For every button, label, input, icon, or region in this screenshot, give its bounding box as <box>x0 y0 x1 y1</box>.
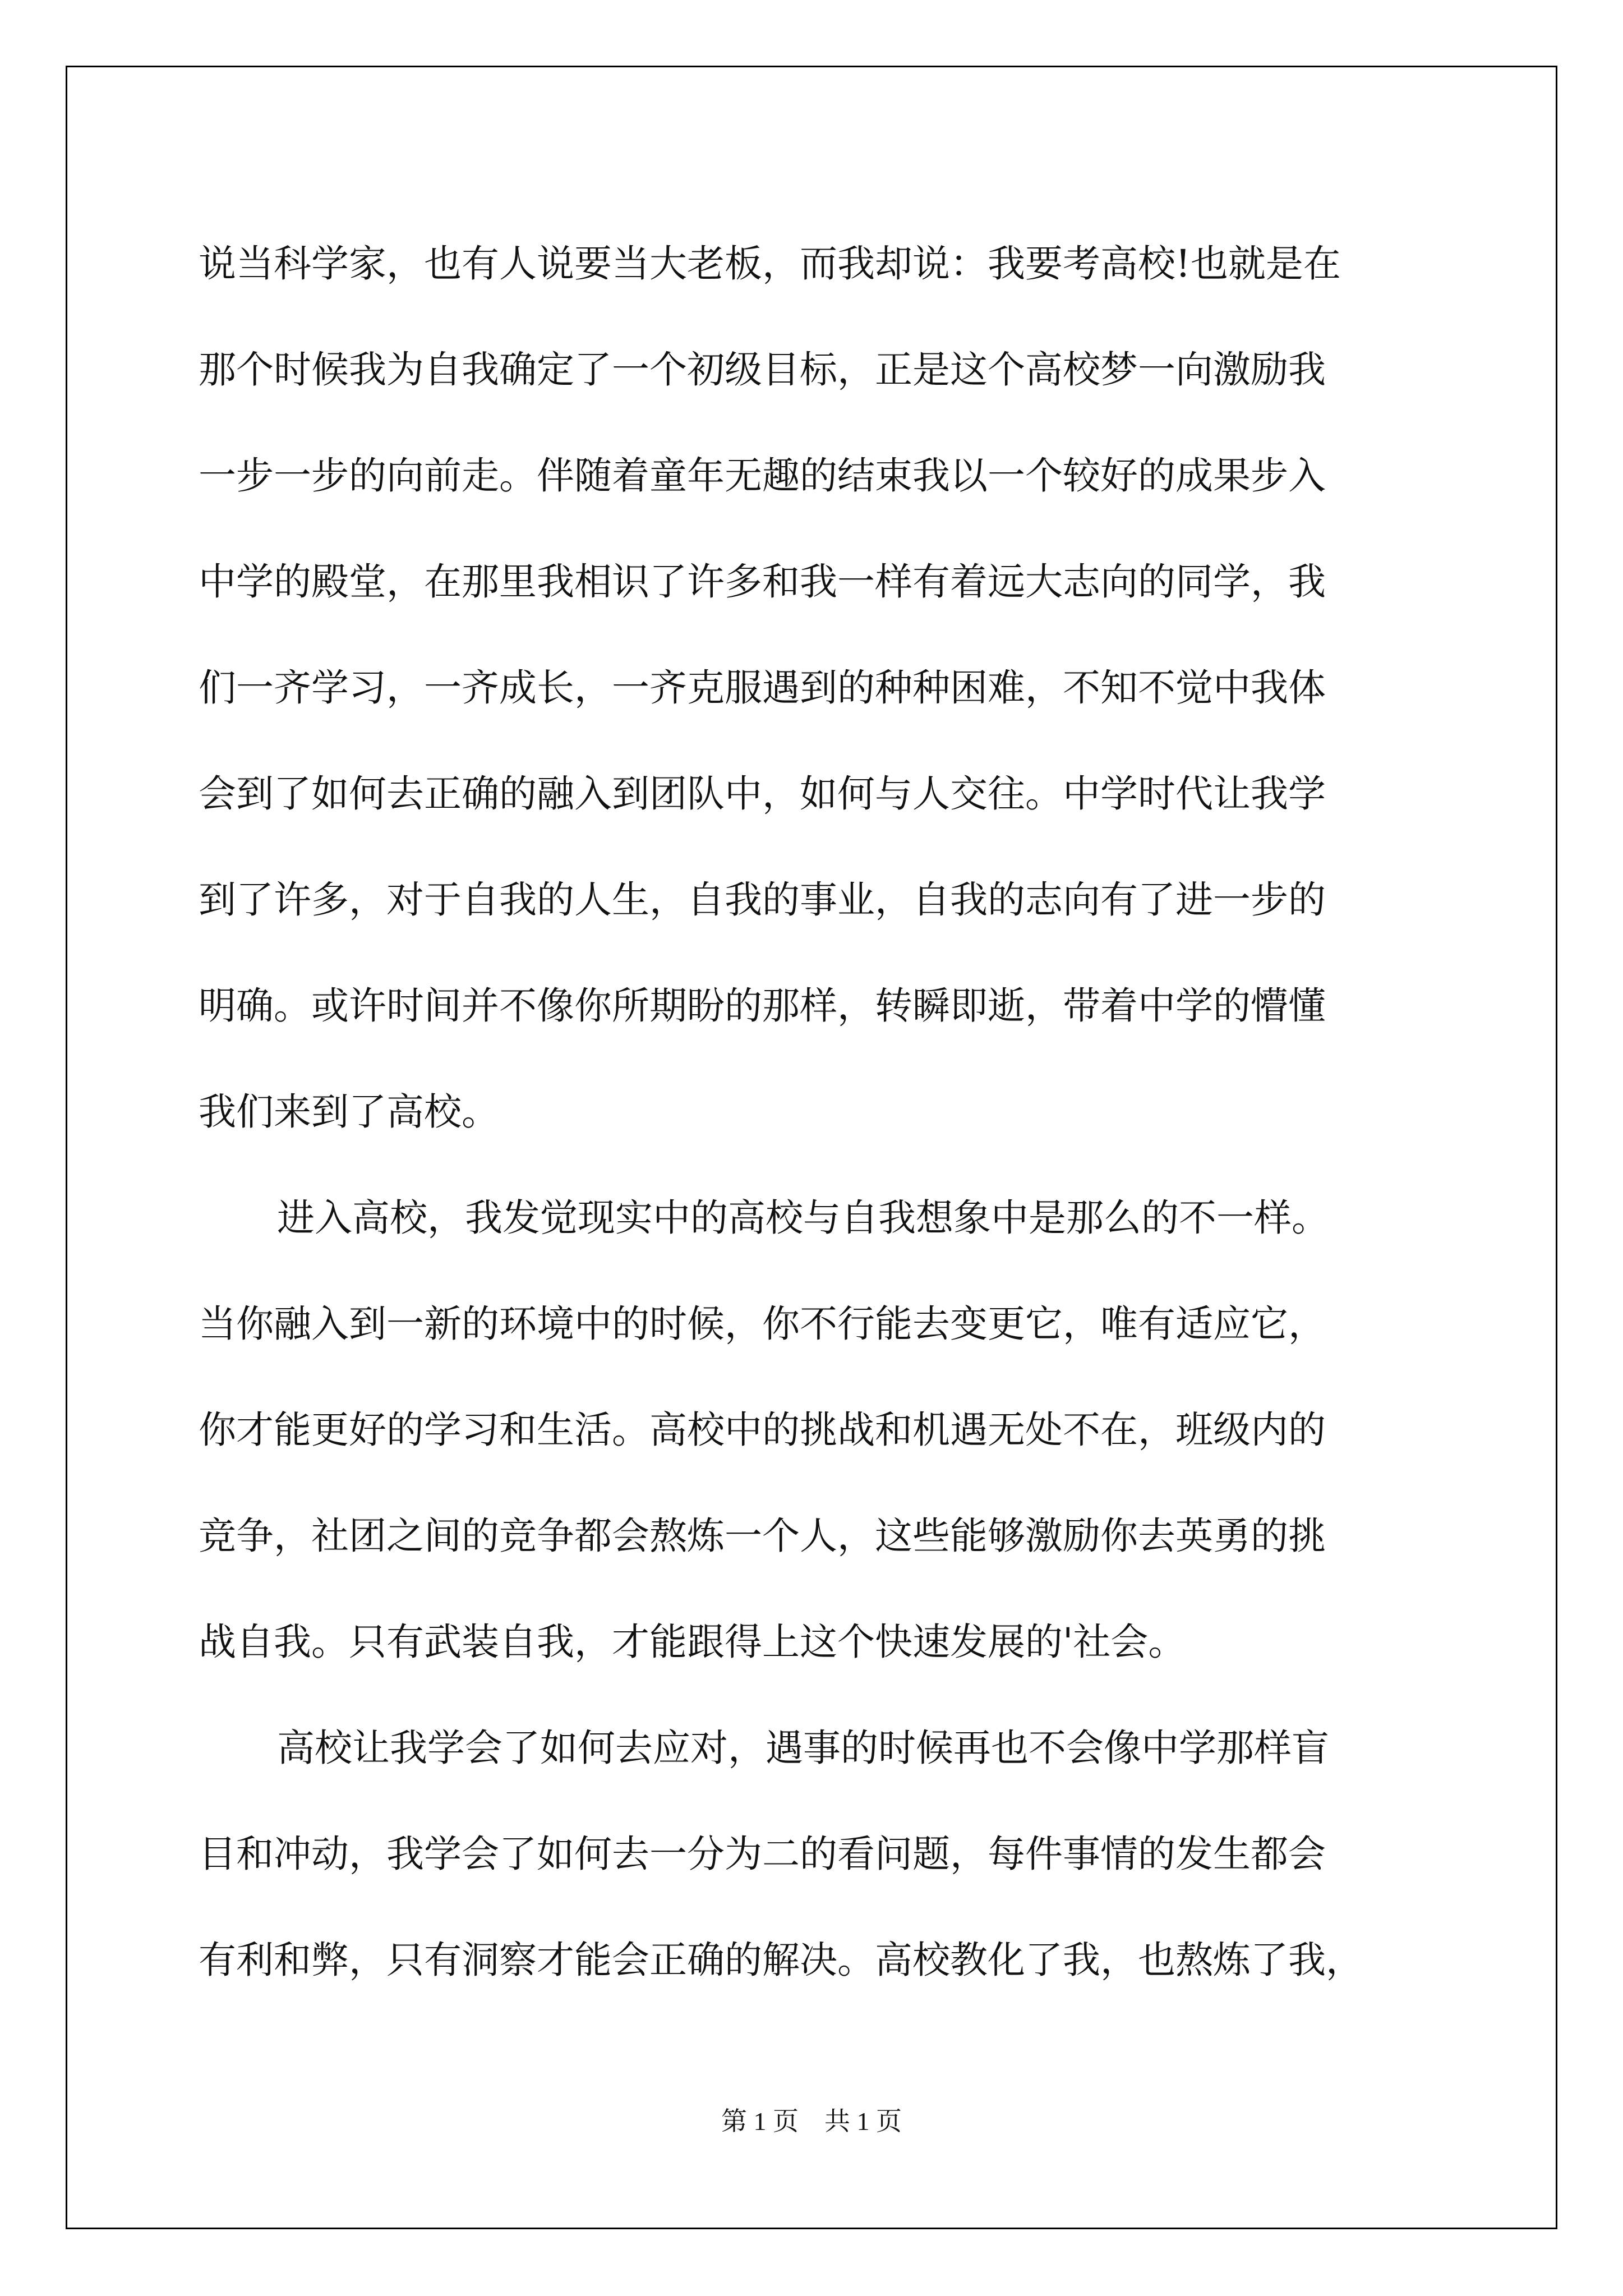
text-line: 一步一步的向前走。伴随着童年无趣的结束我以一个较好的成果步入 <box>199 454 1326 498</box>
text-line: 你才能更好的学习和生活。高校中的挑战和机遇无处不在，班级内的 <box>199 1408 1326 1452</box>
text-line: 说当科学家，也有人说要当大老板，而我却说：我要考高校!也就是在 <box>199 242 1341 286</box>
text-line: 那个时候我为自我确定了一个初级目标，正是这个高校梦一向激励我 <box>199 348 1326 392</box>
text-line: 进入高校，我发觉现实中的高校与自我想象中是那么的不一样。 <box>277 1196 1329 1240</box>
text-line: 我们来到了高校。 <box>199 1090 499 1134</box>
page-number-footer: 第 1 页 共 1 页 <box>721 2107 902 2136</box>
text-line: 目和冲动，我学会了如何去一分为二的看问题，每件事情的发生都会 <box>199 1832 1326 1876</box>
text-line: 竞争，社团之间的竞争都会熬炼一个人，这些能够激励你去英勇的挑 <box>199 1514 1326 1558</box>
text-line: 当你融入到一新的环境中的时候，你不行能去变更它，唯有适应它， <box>199 1302 1326 1346</box>
text-line: 高校让我学会了如何去应对，遇事的时候再也不会像中学那样盲 <box>277 1726 1329 1770</box>
text-line: 们一齐学习，一齐成长，一齐克服遇到的种种困难，不知不觉中我体 <box>199 666 1326 710</box>
text-line: 会到了如何去正确的融入到团队中，如何与人交往。中学时代让我学 <box>199 772 1326 816</box>
text-line: 有利和弊，只有洞察才能会正确的解决。高校教化了我，也熬炼了我， <box>199 1938 1363 1982</box>
text-line: 中学的殿堂，在那里我相识了许多和我一样有着远大志向的同学，我 <box>199 560 1326 604</box>
text-line: 战自我。只有武装自我，才能跟得上这个快速发展的'社会。 <box>199 1620 1186 1664</box>
text-line: 到了许多，对于自我的人生，自我的事业，自我的志向有了进一步的 <box>199 878 1326 922</box>
document-body <box>199 211 1439 2013</box>
text-line: 明确。或许时间并不像你所期盼的那样，转瞬即逝，带着中学的懵懂 <box>199 984 1326 1028</box>
